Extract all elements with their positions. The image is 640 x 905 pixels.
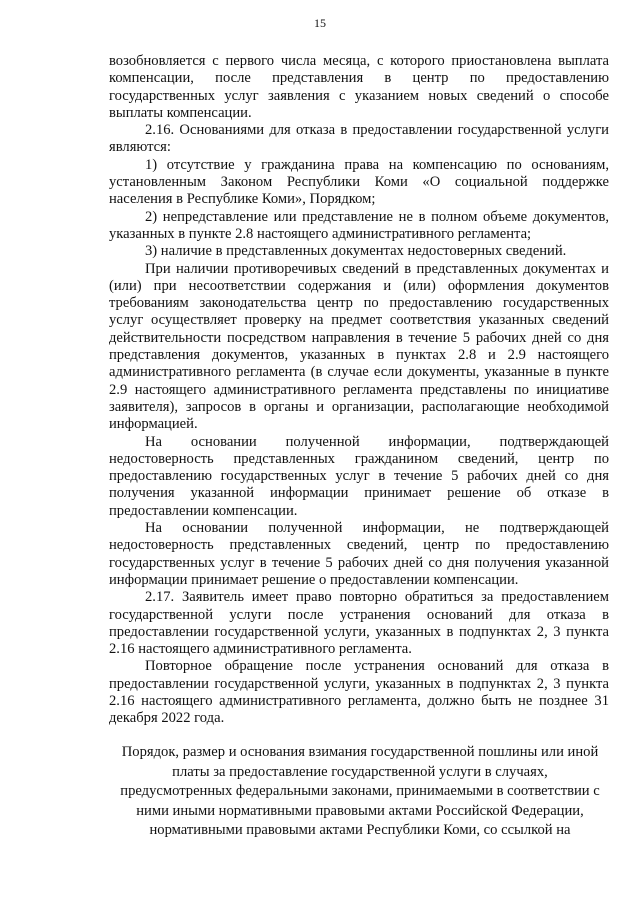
- section-heading-line: нормативными правовыми актами Республики Коми, со ссылкой на: [149, 822, 571, 838]
- section-heading-line: платы за предоставление государственной услуги в случаях,: [172, 763, 548, 780]
- list-item-3: 3) наличие в представленных документах недостоверных сведений.: [145, 243, 567, 260]
- page-number: 15: [314, 16, 326, 30]
- paragraph-repeat-request: Повторное обращение после устранения оснований для отказа в предоставлении государственной услуги, указанных в подпунктах 2, 3 пункта 2.16 настоящего административного регламента, должно быть не позднее 31 декабря 2022 года.: [109, 658, 609, 727]
- paragraph-continuation: возобновляется с первого числа месяца, с которого приостановлена выплата компенсации, после представления в центр по предоставлению государственных услуг заявления с указанием новых сведений о способе выплаты компенсации.: [109, 53, 609, 121]
- section-heading-line: предусмотренных федеральными законами, принимаемыми в соответствии с: [120, 783, 600, 799]
- section-heading: [100, 743, 620, 841]
- paragraph-contradictory-info: При наличии противоречивых сведений в представленных документах и (или) при несоответствии содержания и (или) оформления документов требованиям законодательства центр по предоставлению государственных услуг осуществляет проверку на предмет соответствия указанных сведений действительности посредством направления в течение 5 рабочих дней со дня представления документов, указанных в пунктах 2.8 и 2.9 настоящего административного регламента (в случае если документы, указанные в пункте 2.9 настоящего административного регламента представлены по инициативе заявителя), запросов в органы и организации, располагающие необходимой информацией.: [109, 260, 609, 433]
- paragraph-2-16: 2.16. Основаниями для отказа в предоставлении государственной услуги являются:: [109, 122, 609, 156]
- paragraph-2-17: 2.17. Заявитель имеет право повторно обратиться за предоставлением государственной услуги после устранения оснований для отказа в предоставлении государственной услуги, указанных в подпунктах 2, 3 пункта 2.16 настоящего административного регламента.: [109, 589, 609, 658]
- paragraph-grant-decision: На основании полученной информации, не подтверждающей недостоверность представленных сведений, центр по предоставлению государственных услуг в течение 5 рабочих дней со дня получения указанной информации принимает решение о предоставлении компенсации.: [109, 520, 609, 588]
- document-body: [109, 53, 609, 728]
- paragraph-refusal-decision: На основании полученной информации, подтверждающей недостоверность представленных гражданином сведений, центр по предоставлению государственных услуг в течение 5 рабочих дней со дня получения указанной информации принимает решение об отказе в предоставлении компенсации.: [109, 433, 609, 519]
- section-heading-line: Порядок, размер и основания взимания государственной пошлины или иной: [121, 744, 599, 760]
- list-item-1: 1) отсутствие у гражданина права на компенсацию по основаниям, установленным Законом Республики Коми «О социальной поддержке населения в Республике Коми», Порядком;: [109, 156, 609, 208]
- section-heading-line: ними иными нормативными правовыми актами Российской Федерации,: [136, 802, 584, 819]
- list-item-2: 2) непредставление или представление не в полном объеме документов, указанных в пункте 2.8 настоящего административного регламента;: [109, 208, 609, 242]
